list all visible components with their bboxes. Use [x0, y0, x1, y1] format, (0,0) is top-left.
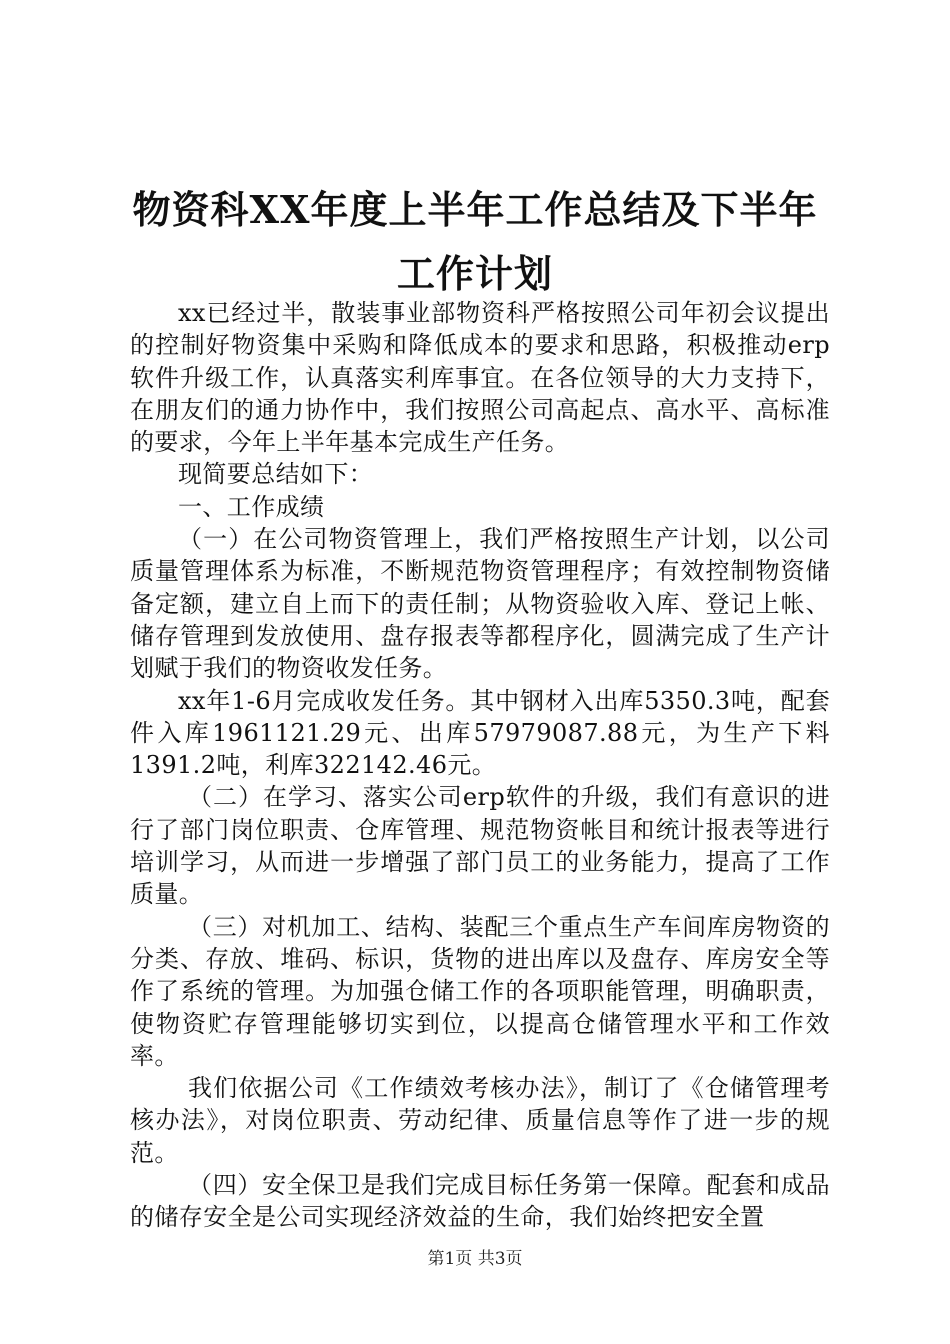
paragraph-item-3: （三）对机加工、结构、装配三个重点生产车间库房物资的分类、存放、堆码、标识，货物的进出库以及盘存、库房安全等作了系统的管理。为加强仓储工作的各项职能管理，明确职责，使物资贮存管理能够切实到位，以提高仓储管理水平和工作效率。 [130, 912, 830, 1070]
paragraph-assessment: 我们依据公司《工作绩效考核办法》，制订了《仓储管理考核办法》，对岗位职责、劳动纪律、质量信息等作了进一步的规范。 [130, 1074, 830, 1167]
paragraph-item-1: （一）在公司物资管理上，我们严格按照生产计划，以公司质量管理体系为标准，不断规范物资管理程序；有效控制物资储备定额，建立自上而下的责任制；从物资验收入库、登记上帐、储存管理到发放使用、盘存报表等都程序化，圆满完成了生产计划赋于我们的物资收发任务。 [130, 525, 830, 683]
document-body [130, 297, 830, 1234]
paragraph-summary-lead: 现简要总结如下： [178, 460, 374, 489]
paragraph-intro: xx已经过半，散装事业部物资科严格按照公司年初会议提出的控制好物资集中采购和降低成本的要求和思路，积极推动erp软件升级工作，认真落实利库事宜。在各位领导的大力支持下，在朋友们的通力协作中，我们按照公司高起点、高水平、高标准的要求，今年上半年基本完成生产任务。 [130, 299, 830, 457]
section-heading: 一、工作成绩 [178, 492, 325, 521]
paragraph-item-2: （二）在学习、落实公司erp软件的升级，我们有意识的进行了部门岗位职责、仓库管理、规范物资帐目和统计报表等进行培训学习，从而进一步增强了部门员工的业务能力，提高了工作质量。 [130, 783, 830, 909]
document-title: 物资科XX年度上半年工作总结及下半年工作计划 [132, 187, 818, 296]
paragraph-item-4: （四）安全保卫是我们完成目标任务第一保障。配套和成品的储存安全是公司实现经济效益的生命，我们始终把安全置 [130, 1171, 830, 1232]
page-footer: 第1页 共3页 [427, 1249, 523, 1269]
paragraph-statistics: xx年1-6月完成收发任务。其中钢材入出库5350.3吨，配套件入库1961121.29元、出库57979087.88元，为生产下料1391.2吨，利库322142.46元。 [130, 686, 830, 780]
